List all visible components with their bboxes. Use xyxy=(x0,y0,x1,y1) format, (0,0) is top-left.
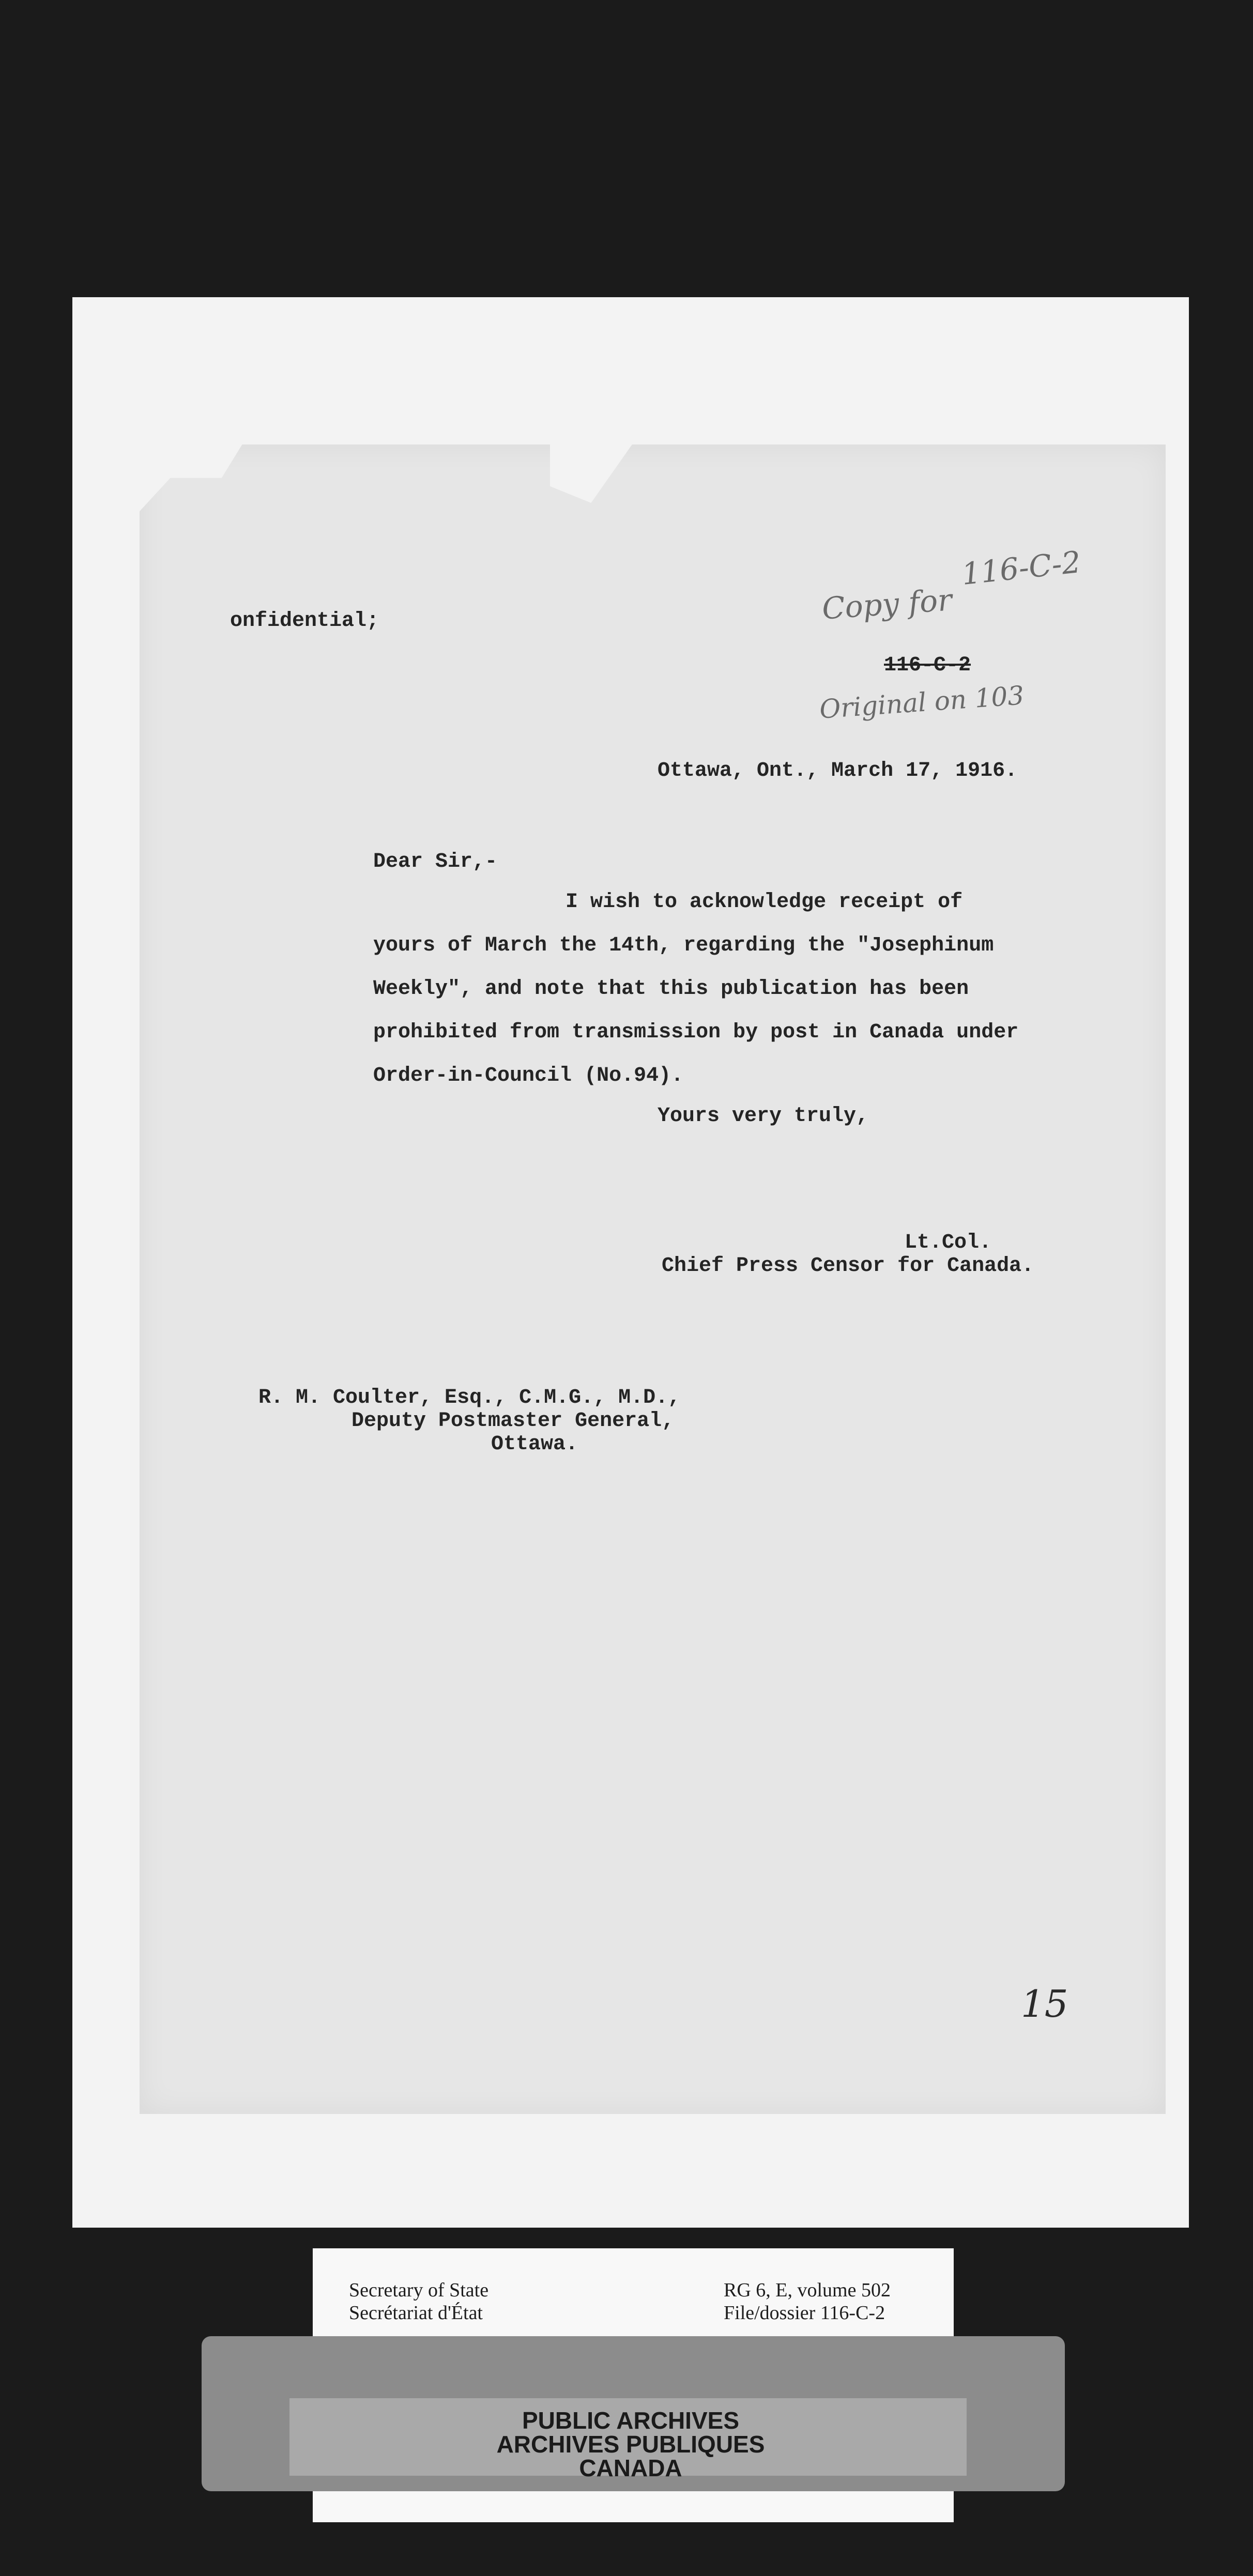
struck-file-number: 116-C-2 xyxy=(884,654,971,677)
closing: Yours very truly, xyxy=(658,1105,869,1128)
stamp-line: PUBLIC ARCHIVES xyxy=(522,2407,739,2434)
archive-stamp xyxy=(393,2409,868,2480)
salutation: Dear Sir,- xyxy=(373,850,498,873)
body-line: I wish to acknowledge receipt of xyxy=(566,891,963,914)
file-number-annotation: 116-C-2 xyxy=(960,544,1083,592)
body-line: Weekly", and note that this publication has been xyxy=(373,977,969,1001)
signature-rank: Lt.Col. xyxy=(905,1231,992,1254)
recipient-city: Ottawa. xyxy=(491,1433,578,1456)
body-line: Order-in-Council (No.94). xyxy=(373,1064,684,1087)
reference-file: File/dossier 116-C-2 xyxy=(724,2302,885,2324)
original-on-annotation: Original on 103 xyxy=(818,680,1025,725)
copy-for-annotation: Copy for xyxy=(820,582,953,626)
reference-volume: RG 6, E, volume 502 xyxy=(724,2279,891,2301)
confidential-heading: onfidential; xyxy=(230,609,379,633)
signature-title: Chief Press Censor for Canada. xyxy=(662,1254,1034,1278)
letter-date: Ottawa, Ont., March 17, 1916. xyxy=(658,759,1018,783)
department-en: Secretary of State xyxy=(349,2279,489,2301)
page-number-annotation: 15 xyxy=(1021,1982,1068,2026)
department-fr: Secrétariat d'État xyxy=(349,2302,483,2324)
body-line: yours of March the 14th, regarding the "Josephinum xyxy=(373,934,994,957)
recipient-name: R. M. Coulter, Esq., C.M.G., M.D., xyxy=(258,1386,681,1409)
stamp-line: CANADA xyxy=(579,2455,682,2481)
body-line: prohibited from transmission by post in Canada under xyxy=(373,1021,1019,1044)
stamp-line: ARCHIVES PUBLIQUES xyxy=(496,2431,765,2458)
recipient-position: Deputy Postmaster General, xyxy=(352,1409,675,1433)
